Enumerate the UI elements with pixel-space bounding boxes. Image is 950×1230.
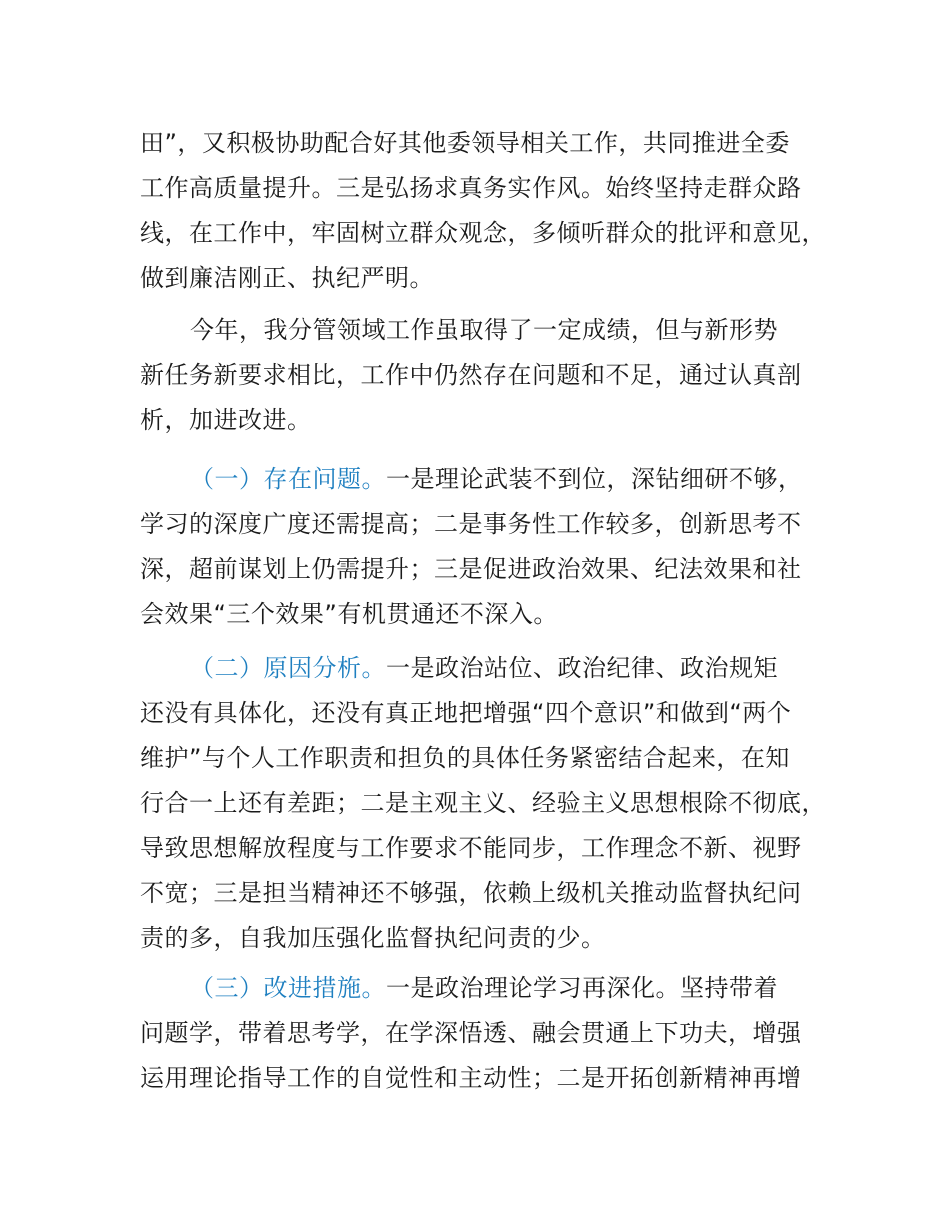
paragraph-problems bbox=[140, 457, 840, 637]
text-line: 问题学，带着思考学，在学深悟透、融会贯通上下功夫，增强 bbox=[140, 1019, 802, 1047]
text-line: 工作高质量提升。三是弘扬求真务实作风。始终坚持走群众路 bbox=[140, 174, 802, 202]
text-line: 深，超前谋划上仍需提升；三是促进政治效果、纪法效果和社 bbox=[140, 555, 802, 583]
text-line bbox=[140, 457, 840, 502]
text-line: 导致思想解放程度与工作要求不能同步，工作理念不新、视野 bbox=[140, 834, 802, 862]
text-line: 析，加进改进。 bbox=[140, 406, 312, 434]
text-line bbox=[140, 966, 840, 1011]
text-line: 维护”与个人工作职责和担负的具体任务紧密结合起来，在知 bbox=[140, 744, 790, 772]
text-line: 运用理论指导工作的自觉性和主动性；二是开拓创新精神再增 bbox=[140, 1064, 802, 1092]
text-line: 新任务新要求相比，工作中仍然存在问题和不足，通过认真剖 bbox=[140, 361, 802, 389]
section-heading-measures: （三）改进措施。 bbox=[190, 974, 386, 1002]
paragraph-1 bbox=[140, 121, 840, 301]
section-heading-causes: （二）原因分析。 bbox=[190, 654, 386, 682]
text-run: 一是理论武装不到位，深钻细研不够， bbox=[386, 465, 803, 493]
text-line: 做到廉洁刚正、执纪严明。 bbox=[140, 264, 434, 292]
paragraph-causes bbox=[140, 646, 840, 961]
text-line bbox=[140, 646, 840, 691]
text-line: 不宽；三是担当精神还不够强，依赖上级机关推动监督执纪问 bbox=[140, 879, 802, 907]
section-heading-problems: （一）存在问题。 bbox=[190, 465, 386, 493]
paragraph-2 bbox=[140, 308, 840, 443]
text-run: 一是政治站位、政治纪律、政治规矩 bbox=[386, 654, 778, 682]
text-line: 田”，又积极协助配合好其他委领导相关工作，共同推进全委 bbox=[140, 129, 790, 157]
text-run: 一是政治理论学习再深化。坚持带着 bbox=[386, 974, 778, 1002]
text-line: 学习的深度广度还需提高；二是事务性工作较多，创新思考不 bbox=[140, 510, 802, 538]
text-line: 行合一上还有差距；二是主观主义、经验主义思想根除不彻底， bbox=[140, 789, 826, 817]
text-line: 线，在工作中，牢固树立群众观念，多倾听群众的批评和意见， bbox=[140, 219, 826, 247]
text-line: 还没有具体化，还没有真正地把增强“四个意识”和做到“两个 bbox=[140, 699, 792, 727]
text-line: 责的多，自我加压强化监督执纪问责的少。 bbox=[140, 924, 606, 952]
text-line: 今年，我分管领域工作虽取得了一定成绩，但与新形势 bbox=[190, 316, 778, 344]
text-line: 会效果“三个效果”有机贯通还不深入。 bbox=[140, 600, 558, 628]
paragraph-measures bbox=[140, 966, 840, 1101]
